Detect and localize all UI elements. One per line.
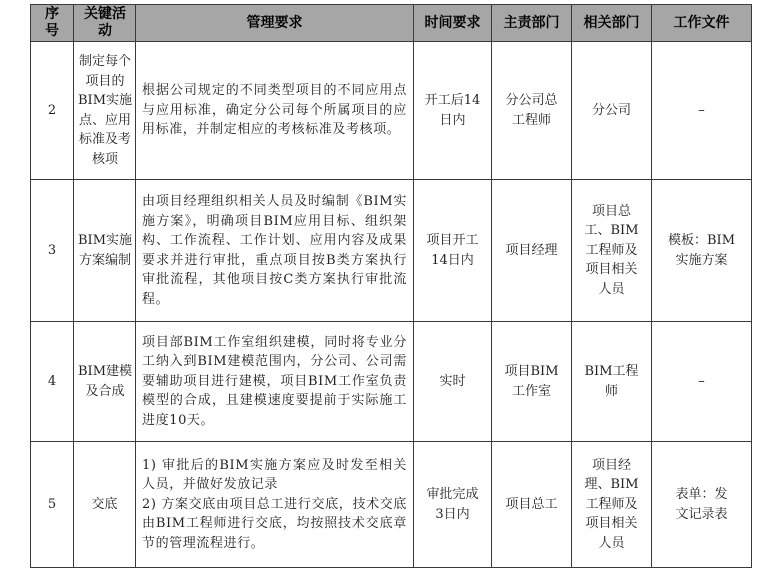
header-related: 相关部门	[572, 5, 652, 42]
row-no: 5	[31, 442, 74, 568]
row-requirement: 根据公司规定的不同类型项目的不同应用点与应用标准，确定分公司每个所属项目的应用标准，并制定相应的考核标准及考核项。	[136, 42, 414, 180]
row-time: 开工后14日内	[414, 42, 492, 180]
row-requirement: 由项目经理组织相关人员及时编制《BIM实施方案》，明确项目BIM应用目标、组织架构、工作流程、工作计划、应用内容及成果要求并进行审批，重点项目按B类方案执行审批流程，其他项目按C类方案执行审批流程。	[136, 180, 414, 322]
requirement-line: 2) 方案交底由项目总工进行交底，技术交底由BIM工程师进行交底，均按照技术交底章节的管理流程进行。	[142, 496, 407, 551]
row-owner: 项目BIM工作室	[492, 322, 572, 442]
table-row	[31, 442, 752, 568]
header-owner: 主责部门	[492, 5, 572, 42]
header-file: 工作文件	[652, 5, 752, 42]
requirements-table-container	[30, 4, 751, 568]
row-file: –	[652, 322, 752, 442]
row-file: 表单：发文记录表	[652, 442, 752, 568]
row-owner: 项目经理	[492, 180, 572, 322]
row-file: 模板：BIM实施方案	[652, 180, 752, 322]
requirement-line: 1) 审批后的BIM实施方案应及时发至相关人员，并做好发放记录	[142, 457, 407, 493]
header-no: 序号	[31, 5, 74, 42]
row-related: 项目总工、BIM工程师及项目相关人员	[572, 180, 652, 322]
header-time: 时间要求	[414, 5, 492, 42]
header-row	[31, 5, 752, 42]
row-no: 2	[31, 42, 74, 180]
table-row	[31, 42, 752, 180]
row-related: 项目经理、BIM工程师及项目相关人员	[572, 442, 652, 568]
row-owner: 项目总工	[492, 442, 572, 568]
table-row	[31, 322, 752, 442]
table-row	[31, 180, 752, 322]
row-time: 审批完成3日内	[414, 442, 492, 568]
row-file: –	[652, 42, 752, 180]
row-no: 3	[31, 180, 74, 322]
requirements-table	[30, 4, 752, 568]
row-related: BIM工程师	[572, 322, 652, 442]
row-time: 项目开工14日内	[414, 180, 492, 322]
row-activity: 交底	[74, 442, 136, 568]
row-related: 分公司	[572, 42, 652, 180]
row-activity: BIM建模及合成	[74, 322, 136, 442]
header-requirement: 管理要求	[136, 5, 414, 42]
row-owner: 分公司总工程师	[492, 42, 572, 180]
row-requirement: 项目部BIM工作室组织建模，同时将专业分工纳入到BIM建模范围内，分公司、公司需要辅助项目进行建模，项目BIM工作室负责模型的合成，且建模速度要提前于实际施工进度10天。	[136, 322, 414, 442]
row-time: 实时	[414, 322, 492, 442]
header-activity: 关键活动	[74, 5, 136, 42]
row-requirement	[136, 442, 414, 568]
row-activity: 制定每个项目的BIM实施点、应用标准及考核项	[74, 42, 136, 180]
row-activity: BIM实施方案编制	[74, 180, 136, 322]
row-no: 4	[31, 322, 74, 442]
